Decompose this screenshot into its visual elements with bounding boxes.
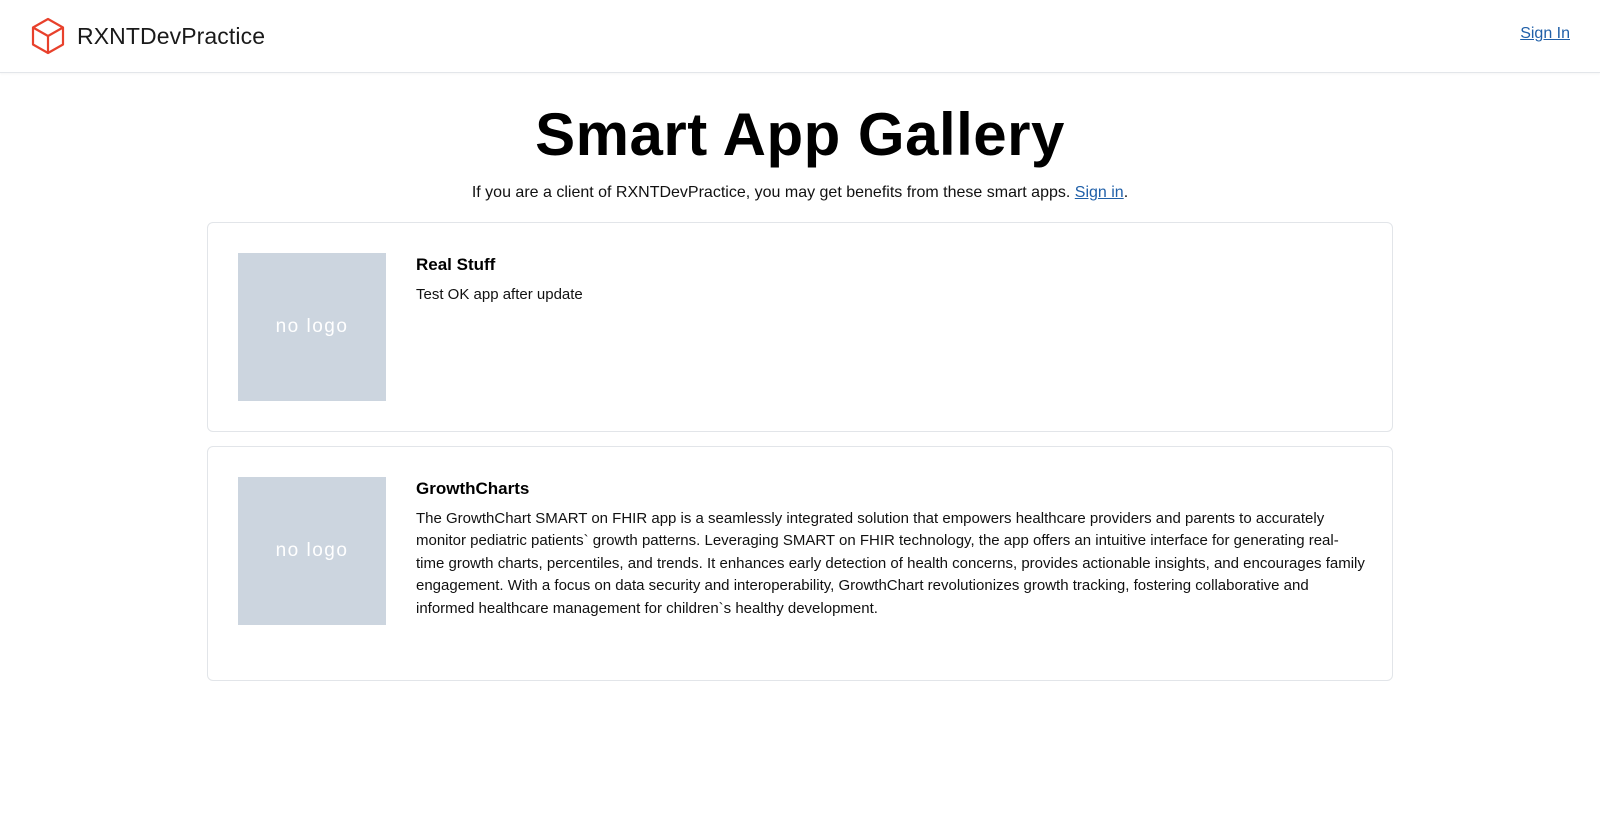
- brand-name: RXNTDevPractice: [77, 22, 266, 49]
- subtitle-period: .: [1123, 184, 1129, 201]
- app-card-body: [416, 255, 1366, 306]
- app-card-body: [416, 479, 1366, 620]
- app-card-real-stuff[interactable]: [207, 222, 1393, 432]
- app-description: Test OK app after update: [416, 286, 583, 303]
- sign-in-link[interactable]: Sign In: [1520, 25, 1570, 42]
- subtitle-text: If you are a client of RXNTDevPractice, you may get benefits from these smart apps.: [471, 184, 1071, 201]
- brand[interactable]: [29, 17, 265, 55]
- app-name[interactable]: Real Stuff: [416, 255, 496, 274]
- app-card-growthcharts[interactable]: [207, 446, 1393, 681]
- top-navbar: [0, 0, 1600, 73]
- subtitle-sign-in-link[interactable]: Sign in: [1074, 184, 1124, 201]
- app-name[interactable]: GrowthCharts: [416, 479, 530, 498]
- hexagon-cube-icon: [29, 17, 67, 55]
- page-subtitle: [0, 184, 1600, 202]
- app-logo-placeholder: no logo: [238, 477, 386, 625]
- app-logo-placeholder: no logo: [238, 253, 386, 401]
- app-description: The GrowthChart SMART on FHIR app is a seamlessly integrated solution that empowers healthcare providers and parents to accurately monitor pediatric patients` growth patterns. Leveraging SMART on FHIR technology, the app offers an intuitive interface for generating real-time growth charts, percentiles, and trends. It enhances early detection of health concerns, provides actionable insights, and encourages family engagement. With a focus on data security and interoperability, GrowthChart revolutionizes growth tracking, fostering collaborative and informed healthcare management for children`s healthy development.: [416, 510, 1365, 617]
- page-title: Smart App Gallery: [535, 101, 1065, 168]
